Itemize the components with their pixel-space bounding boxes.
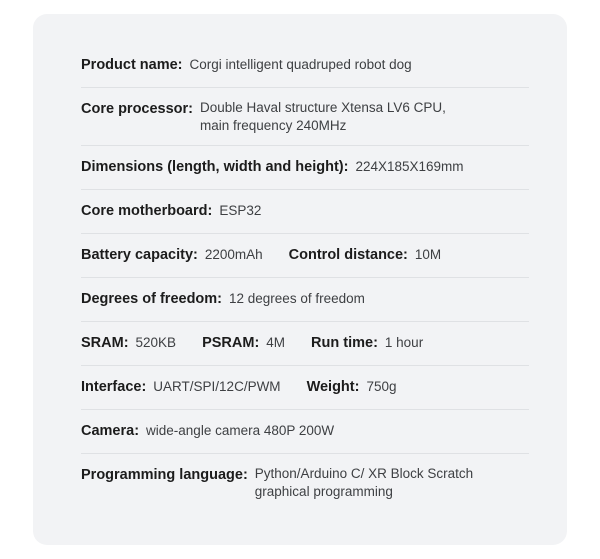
spec-value: 224X185X169mm — [355, 159, 464, 174]
spec-value: 2200mAh — [204, 247, 263, 262]
spec-cell — [289, 245, 442, 265]
spec-value: Corgi intelligent quadruped robot dog — [189, 57, 412, 72]
spec-cell — [81, 201, 261, 221]
spec-cell — [81, 157, 464, 177]
spec-row — [81, 366, 529, 410]
specification-list — [81, 44, 529, 511]
spec-row — [81, 190, 529, 234]
spec-label: PSRAM: — [202, 335, 260, 351]
spec-value: 12 degrees of freedom — [229, 291, 365, 306]
spec-row — [81, 44, 529, 88]
spec-cell — [81, 465, 473, 501]
spec-cell — [81, 99, 446, 135]
spec-value: Python/Arduino C/ XR Block Scratch graphical programming — [254, 466, 474, 499]
spec-label: SRAM: — [81, 335, 129, 351]
spec-cell — [307, 377, 397, 397]
spec-label: Programming language: — [81, 467, 248, 483]
spec-row — [81, 322, 529, 366]
spec-cell — [202, 333, 285, 353]
spec-label: Dimensions (length, width and height): — [81, 159, 349, 175]
spec-label: Weight: — [306, 379, 360, 395]
spec-label: Run time: — [311, 335, 378, 351]
spec-row — [81, 234, 529, 278]
spec-value: 1 hour — [384, 335, 424, 350]
spec-cell — [81, 55, 412, 75]
spec-row — [81, 278, 529, 322]
spec-value: 520KB — [135, 335, 177, 350]
spec-value: UART/SPI/12C/PWM — [153, 379, 281, 394]
spec-value: 750g — [366, 379, 397, 394]
spec-value: Double Haval structure Xtensa LV6 CPU, main frequency 240MHz — [200, 100, 446, 133]
spec-row — [81, 410, 529, 454]
spec-value: 10M — [414, 247, 442, 262]
spec-value: 4M — [266, 335, 286, 350]
spec-label: Battery capacity: — [81, 247, 198, 263]
spec-cell — [81, 333, 176, 353]
spec-row — [81, 146, 529, 190]
spec-label: Core motherboard: — [81, 203, 213, 219]
spec-label: Camera: — [81, 423, 140, 439]
spec-cell — [81, 421, 334, 441]
spec-cell — [81, 245, 263, 265]
spec-row — [81, 454, 529, 511]
specification-card — [33, 14, 567, 545]
spec-cell — [81, 289, 365, 309]
spec-value: wide-angle camera 480P 200W — [146, 423, 335, 438]
spec-label: Interface: — [81, 379, 147, 395]
spec-label: Product name: — [81, 57, 183, 73]
spec-value: ESP32 — [219, 203, 262, 218]
spec-label: Degrees of freedom: — [81, 291, 223, 307]
spec-row — [81, 88, 529, 146]
spec-cell — [81, 377, 281, 397]
spec-label: Core processor: — [81, 101, 194, 117]
spec-cell — [311, 333, 423, 353]
spec-label: Control distance: — [288, 247, 408, 263]
